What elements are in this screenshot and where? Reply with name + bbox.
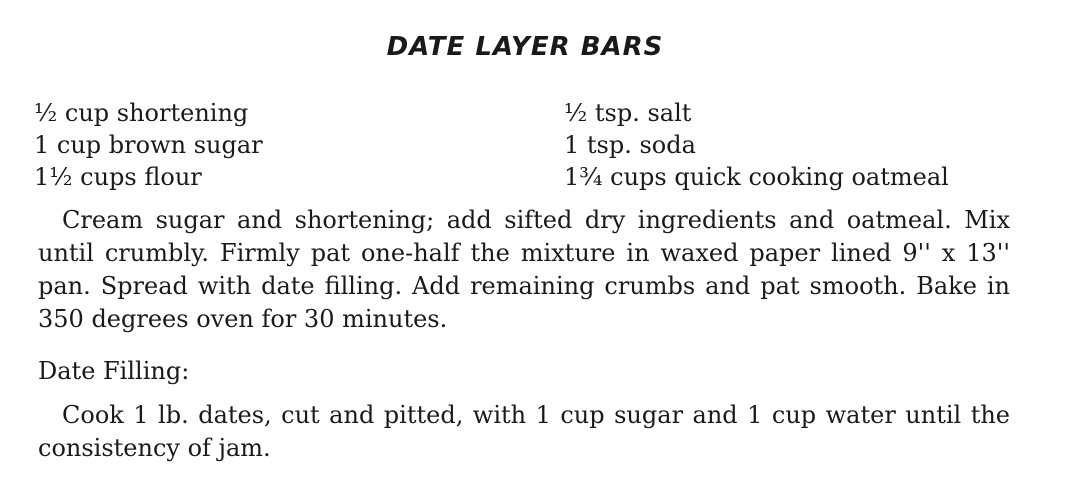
ingredient-item: 1¾ cups quick cooking oatmeal [564, 163, 949, 191]
filling-paragraph: Cook 1 lb. dates, cut and pitted, with 1 cup sugar and 1 cup water until the consistency of jam. [38, 401, 1010, 462]
ingredients-left-column [34, 97, 564, 193]
ingredients-right-column [564, 97, 1014, 193]
directions-paragraph: Cream sugar and shortening; add sifted dry ingredients and oatmeal. Mix until crumbly. Firmly pat one-half the mixture in waxed paper lined 9'' x 13'' pan. Spread with date filling. Add remaining crumbs and pat smooth. Bake in 350 degrees oven for 30 minutes. [38, 206, 1010, 333]
ingredients-list [34, 97, 1014, 193]
ingredient-item: ½ cup shortening [34, 99, 249, 127]
ingredient-item: 1 tsp. soda [564, 131, 696, 159]
ingredient-item: ½ tsp. salt [564, 99, 692, 127]
filling-heading: Date Filling: [38, 357, 190, 385]
recipe-title: DATE LAYER BARS [386, 32, 664, 62]
ingredient-item: 1½ cups flour [34, 163, 202, 191]
ingredient-item: 1 cup brown sugar [34, 131, 263, 159]
